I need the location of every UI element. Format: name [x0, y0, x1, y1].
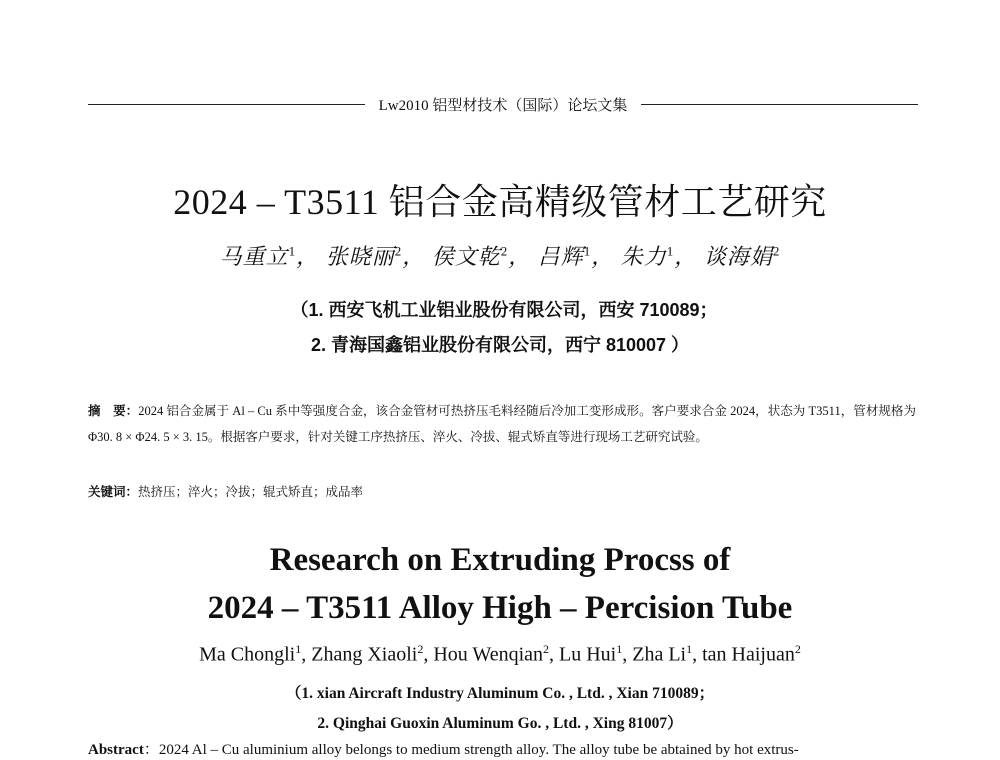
en-title-line-2: 2024 – T3511 Alloy High – Percision Tube — [207, 590, 793, 626]
en-author: Lu Hui — [559, 643, 617, 666]
cn-keywords-label: 关键词： — [88, 485, 139, 499]
cn-abstract — [88, 398, 916, 450]
en-author: Ma Chongli — [199, 643, 296, 666]
cn-author: 朱力 — [620, 244, 667, 269]
cn-author: 吕辉 — [537, 244, 584, 269]
en-authors: Ma Chongli$^1$, Zhang Xiaoli$^2$, Hou Wenqian$^2$, Lu Hui$^1$, Zha Li$^1$, tan Haijuan$^2$ — [199, 642, 801, 666]
en-affiliation-2: 2. Qinghai Guoxin Aluminum Go. , Ltd. , Xing 81007） — [317, 715, 683, 732]
en-abstract-text: ：2024 Al – Cu aluminium alloy belongs to medium strength alloy. The alloy tube be abtained by hot extrus- — [143, 742, 799, 758]
en-author: tan Haijuan — [702, 643, 795, 666]
header-rule-right — [641, 104, 918, 105]
en-author-sup: 2 — [543, 642, 550, 656]
en-abstract-label: Abstract — [88, 742, 144, 758]
cn-affiliation-2: 2. 青海国鑫铝业股份有限公司，西宁 810007 ） — [310, 335, 690, 355]
header-text: Lw2010 铝型材技术（国际）论坛文集 — [378, 97, 628, 114]
cn-title: 2024 – T3511 铝合金高精级管材工艺研究 — [173, 182, 827, 222]
en-author: Hou Wenqian — [433, 643, 544, 666]
en-author: Zha Li — [632, 643, 687, 666]
cn-affiliation-1: （1. 西安飞机工业铝业股份有限公司，西安 710089； — [290, 300, 718, 320]
en-author-sup: 2 — [794, 642, 801, 656]
en-affiliation-1: （1. xian Aircraft Industry Aluminum Co. , Ltd. , Xian 710089； — [285, 685, 715, 702]
cn-abstract-label: 摘 要： — [88, 404, 139, 418]
cn-author: 马重立 — [219, 244, 289, 269]
en-author-sup: 1 — [686, 642, 693, 656]
cn-author-sup: 2 — [772, 243, 781, 259]
cn-author: 谈海娟 — [703, 244, 773, 269]
en-title-line-1: Research on Extruding Procss of — [269, 542, 731, 578]
cn-author: 侯文乾 — [431, 244, 501, 269]
cn-author: 张晓丽 — [325, 244, 395, 269]
running-header — [88, 92, 918, 116]
en-abstract — [88, 738, 988, 759]
en-author: Zhang Xiaoli — [311, 643, 418, 666]
header-rule-left — [88, 104, 365, 105]
cn-author-sup: 1 — [583, 243, 592, 259]
cn-authors: 马重立$^1$， 张晓丽$^2$， 侯文乾$^2$， 吕辉$^1$， 朱力$^1$， 谈海娟$^2$ — [219, 243, 781, 269]
en-author-sup: 1 — [295, 642, 302, 656]
cn-author-sup: 2 — [500, 243, 509, 259]
cn-keywords-text: 热挤压；淬火；冷拔；辊式矫直；成品率 — [138, 485, 364, 499]
en-author-sup: 2 — [417, 642, 424, 656]
cn-keywords — [88, 482, 916, 500]
en-author-sup: 1 — [616, 642, 623, 656]
cn-author-sup: 1 — [288, 243, 297, 259]
cn-abstract-text: 2024 铝合金属于 Al – Cu 系中等强度合金，该合金管材可热挤压毛料经随后冷加工变形成形。客户要求合金 2024，状态为 T3511，管材规格为 Φ30. 8 × Φ24. 5 × 3. 15。根据客户要求，针对关键工序热挤压、淬火、冷拔、辊式矫直等进行现场工艺研究试验。 — [88, 404, 916, 444]
cn-author-sup: 1 — [666, 243, 675, 259]
cn-author-sup: 2 — [394, 243, 403, 259]
